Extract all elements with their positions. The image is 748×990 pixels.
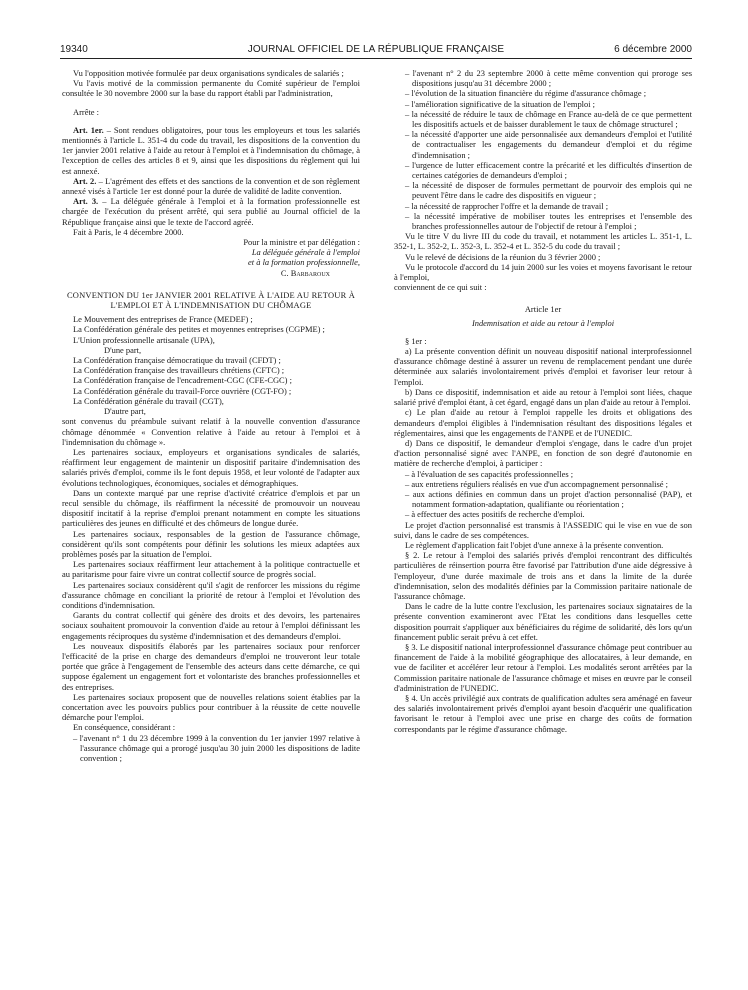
list-item: – aux actions définies en commun dans un projet d'action personnalisé (PAP), et notamment formation-adaptation, qualifiante ou réorientation ; xyxy=(405,488,692,510)
paragraph: Les nouveaux dispositifs élaborés par les partenaires sociaux pour renforcer l'efficacité de la prise en charge des demandeurs d'emploi ne trouveront leur totale portée que grâce à l'engagement de l'ensemble des acteurs dans cette démarche, ce qui suppose également un engagement fort et volontariste des branches professionnelles et des entreprises. xyxy=(62,640,360,692)
d-une-part: D'une part, xyxy=(104,344,142,355)
paragraph: Les partenaires sociaux réaffirment leur attachement à la politique contractuelle et au paritarisme pour faire vivre un contrat collectif source de progrès social. xyxy=(62,559,360,580)
paragraph: § 3. Le dispositif national interprofessionnel d'assurance chômage peut contribuer au financement de l'aide à la mobilité géographique des allocataires, à leur demande, en vue de faciliter et accélérer leur retour à l'emploi. Les modalités seront arrêtées par la Commission paritaire nationale de l'assurance chômage et mises en œuvre par le conseil d'administration de l'UNEDIC. xyxy=(394,641,692,693)
article-subtitle: Indemnisation et aide au retour à l'emploi xyxy=(471,317,615,328)
party: Le Mouvement des entreprises de France (MEDEF) ; xyxy=(73,314,253,325)
article-label: Art. 1er. xyxy=(73,124,104,135)
article-3 xyxy=(62,196,360,227)
left-column xyxy=(62,68,360,983)
signatory-name: C. Barbaroux xyxy=(280,267,330,278)
paragraph: c) Le plan d'aide au retour à l'emploi rappelle les droits et obligations des demandeurs d'emploi éligibles à l'indemnisation résultant des dispositions légales et réglementaires, ainsi que les engagements de l'ANPE et de l'UNEDIC. xyxy=(394,407,692,438)
party: La Confédération française de l'encadrement-CGC (CFE-CGC) ; xyxy=(73,375,292,386)
paragraph: Garants du contrat collectif qui génère des droits et des devoirs, les partenaires sociaux souhaitent promouvoir la convention d'aide au retour à l'emploi définissant les engagements réciproques du système d'indemnisation et des demandeurs d'emploi. xyxy=(62,610,360,641)
paragraph: Les partenaires sociaux proposent que de nouvelles relations soient établies par la concertation avec les pouvoirs publics pour contribuer à la réussite de cette nouvelle démarche pour l'emploi. xyxy=(62,691,360,723)
paragraph: Dans un contexte marqué par une reprise d'activité créatrice d'emplois et par un recul sensible du chômage, ils réaffirment la nécessité de promouvoir un nouveau dispositif incitatif à la reprise d'emploi prenant notamment en compte les situations particulières des jeunes en difficulté et des chômeurs de longue durée. xyxy=(62,487,360,529)
list-item: – la nécessité d'apporter une aide personnalisée aux demandeurs d'emploi et l'utilité de contractualiser les engagements du demandeur d'emploi et du régime d'indemnisation ; xyxy=(405,129,692,160)
article-text: – La déléguée générale à l'emploi et à la formation professionnelle est chargée de l'exécution du présent arrêté, qui sera publié au Journal officiel de la République française ainsi que le texte de l'accord agréé. xyxy=(62,196,360,227)
list-item: – la nécessité de rapprocher l'offre et la demande de travail ; xyxy=(405,200,609,211)
article-2 xyxy=(62,176,360,196)
page-header xyxy=(60,42,692,59)
paragraph: Vu l'avis motivé de la commission permanente du Comité supérieur de l'emploi consultée le 30 novembre 2000 sur la base du rapport établi par l'administration, xyxy=(62,78,360,99)
journal-title: JOURNAL OFFICIEL DE LA RÉPUBLIQUE FRANÇAISE xyxy=(247,44,505,55)
page-number: 19340 xyxy=(60,44,88,55)
issue-date: 6 décembre 2000 xyxy=(614,44,692,55)
paragraph: § 2. Le retour à l'emploi des salariés privés d'emploi rencontrant des difficultés particulières de réinsertion pourra être favorisé par l'attribution d'une aide dégressive à l'employeur, d'une durée maximale de trois ans et dans la limite de la durée d'indemnisation, selon des modalités définies par la Commission paritaire nationale de l'assurance chômage. xyxy=(394,550,692,601)
convention-title: CONVENTION DU 1er JANVIER 2001 RELATIVE À L'AIDE AU RETOUR À L'EMPLOI ET À L'INDEMNISATION DU CHÔMAGE xyxy=(66,289,356,311)
paragraph: Dans le cadre de la lutte contre l'exclusion, les partenaires sociaux signataires de la présente convention examineront avec l'Etat les conditions dans lesquelles cette disposition pourrait s'appliquer aux bénéficiaires du régime de solidarité, dès lors qu'un financement public serait prévu à cet effet. xyxy=(394,601,692,642)
paragraph: Le règlement d'application fait l'objet d'une annexe à la présente convention. xyxy=(405,539,664,550)
party: La Confédération française des travailleurs chrétiens (CFTC) ; xyxy=(73,365,285,376)
paragraph: Vu le relevé de décisions de la réunion du 3 février 2000 ; xyxy=(405,251,601,262)
list-item: – l'avenant n° 2 du 23 septembre 2000 à cette même convention qui proroge ses dispositions jusqu'au 31 décembre 2000 ; xyxy=(405,68,692,89)
list-item: – à effectuer des actes positifs de recherche d'emploi. xyxy=(405,509,585,520)
section-label: § 1er : xyxy=(405,335,427,346)
paragraph: § 4. Un accès privilégié aux contrats de qualification adultes sera aménagé en faveur des salariés involontairement privés d'emploi ayant besoin d'acquérir une qualification favorisant le retour à l'emploi avec une prise en charge des coûts de formation correspondants par le régime d'assurance chômage. xyxy=(394,692,692,734)
paragraph: Vu le protocole d'accord du 14 juin 2000 sur les voies et moyens favorisant le retour à l'emploi, xyxy=(394,261,692,283)
article-1 xyxy=(62,125,360,176)
list-item: – à l'évaluation de ses capacités professionnelles ; xyxy=(405,468,574,479)
paragraph: Vu l'opposition motivée formulée par deux organisations syndicales de salariés ; xyxy=(73,68,344,78)
article-label: Art. 2. xyxy=(73,175,97,186)
party: L'Union professionnelle artisanale (UPA), xyxy=(73,334,215,345)
party: La Confédération française démocratique du travail (CFDT) ; xyxy=(73,355,281,366)
paragraph: Vu le titre V du livre III du code du travail, et notamment les articles L. 351-1, L. 352-1, L. 352-2, L. 352-3, L. 352-4 et L. 352-5 du code du travail ; xyxy=(394,231,692,252)
paragraph: Le projet d'action personnalisé est transmis à l'ASSEDIC qui le vise en vue de son suivi, dans le cadre de ses compétences. xyxy=(394,519,692,540)
right-column xyxy=(394,68,692,983)
paragraph: Les partenaires sociaux, responsables de la gestion de l'assurance chômage, considèrent qu'ils sont compétents pour définir les solutions les mieux adaptées aux problèmes posés par la situation de l'emploi. xyxy=(62,528,360,559)
signature-line: Pour la ministre et par délégation : xyxy=(243,237,360,248)
paragraph: d) Dans ce dispositif, le demandeur d'emploi s'engage, dans le cadre d'un projet d'action personnalisé signé avec l'ANPE, en fonction de son degré d'autonomie en matière de recherche d'emploi, à participer : xyxy=(394,437,692,469)
article-label: Art. 3. xyxy=(73,196,99,207)
list-item: – aux entretiens réguliers réalisés en vue d'un accompagnement personnalisé ; xyxy=(405,478,668,489)
paragraph: a) La présente convention définit un nouveau dispositif national interprofessionnel d'assurance chômage destiné à assurer un revenu de remplacement pendant une durée déterminée aux salariés involontairement privés d'emploi et favoriser leur retour à l'emploi. xyxy=(394,346,692,387)
party: La Confédération générale des petites et moyennes entreprises (CGPME) ; xyxy=(73,324,325,335)
article-text: – Sont rendues obligatoires, pour tous les employeurs et tous les salariés mentionnés à l'article L. 351-4 du code du travail, les dispositions de la convention du 1er janvier 2001 relative à l'aide au retour à l'emploi et à l'indemnisation du chômage, à l'exception de celles des articles 8 et 9, ainsi que les dispositions du règlement qui lui est annexé. xyxy=(62,124,360,176)
list-item: – la nécessité de réduire le taux de chômage en France au-delà de ce que permettent les dispositifs actuels et de baisser durablement le taux de chômage structurel ; xyxy=(405,108,692,130)
d-autre-part: D'autre part, xyxy=(104,406,146,417)
paragraph: sont convenus du préambule suivant relatif à la nouvelle convention d'assurance chômage dénommée « Convention relative à l'aide au retour à l'emploi et à l'indemnisation du chômage ». xyxy=(62,416,360,447)
fait-a-paris: Fait à Paris, le 4 décembre 2000. xyxy=(73,226,184,237)
convenu-line: conviennent de ce qui suit : xyxy=(394,282,487,293)
list-item: – l'avenant n° 1 du 23 décembre 1999 à la convention du 1er janvier 1997 relative à l'assurance chômage qui a prorogé jusqu'au 30 juin 2000 les dispositions de ladite convention ; xyxy=(73,732,360,763)
party: La Confédération générale du travail-Force ouvrière (CGT-FO) ; xyxy=(73,385,292,396)
list-item: – la nécessité de disposer de formules permettant de pourvoir des emplois qui ne peuvent l'être dans le cadre des dispositifs en vigueur ; xyxy=(405,180,692,201)
signature-line: et à la formation professionnelle, xyxy=(248,257,360,268)
list-item: – la nécessité impérative de mobiliser toutes les entreprises et l'ensemble des branches professionnelles autour de l'objectif de retour à l'emploi ; xyxy=(405,210,692,232)
party: La Confédération générale du travail (CGT), xyxy=(73,395,224,406)
list-item: – l'urgence de lutter efficacement contre la précarité et les difficultés d'insertion de certaines catégories de demandeurs d'emploi ; xyxy=(405,159,692,181)
paragraph: Les partenaires sociaux, employeurs et organisations syndicales de salariés, réaffirment leur engagement de maintenir un dispositif paritaire d'indemnisation des salariés privés d'emploi, comme ils le font depuis 1958, et leur volonté de l'adapter aux évolutions technologiques, économiques, sociales et démographiques. xyxy=(62,446,360,488)
list-item: – l'amélioration significative de la situation de l'emploi ; xyxy=(405,98,596,109)
article-title: Article 1er xyxy=(524,304,562,315)
signature-line: La déléguée générale à l'emploi xyxy=(251,247,360,258)
paragraph: b) Dans ce dispositif, indemnisation et aide au retour à l'emploi sont liées, chaque salarié privé d'emploi étant, à cet égard, engagé dans un plan d'aide au retour à l'emploi. xyxy=(394,386,692,408)
list-item: – l'évolution de la situation financière du régime d'assurance chômage ; xyxy=(405,88,647,99)
arrete-label: Arrête : xyxy=(73,106,100,117)
paragraph: Les partenaires sociaux considèrent qu'il s'agit de renforcer les missions du régime d'assurance chômage en conciliant la priorité de retour à l'emploi et l'évolution des conditions d'indemnisation. xyxy=(62,579,360,610)
article-text: – L'agrément des effets et des sanctions de la convention et de son règlement annexé visés à l'article 1er est donné pour la durée de validité de ladite convention. xyxy=(62,175,360,197)
paragraph: En conséquence, considérant : xyxy=(73,722,176,733)
